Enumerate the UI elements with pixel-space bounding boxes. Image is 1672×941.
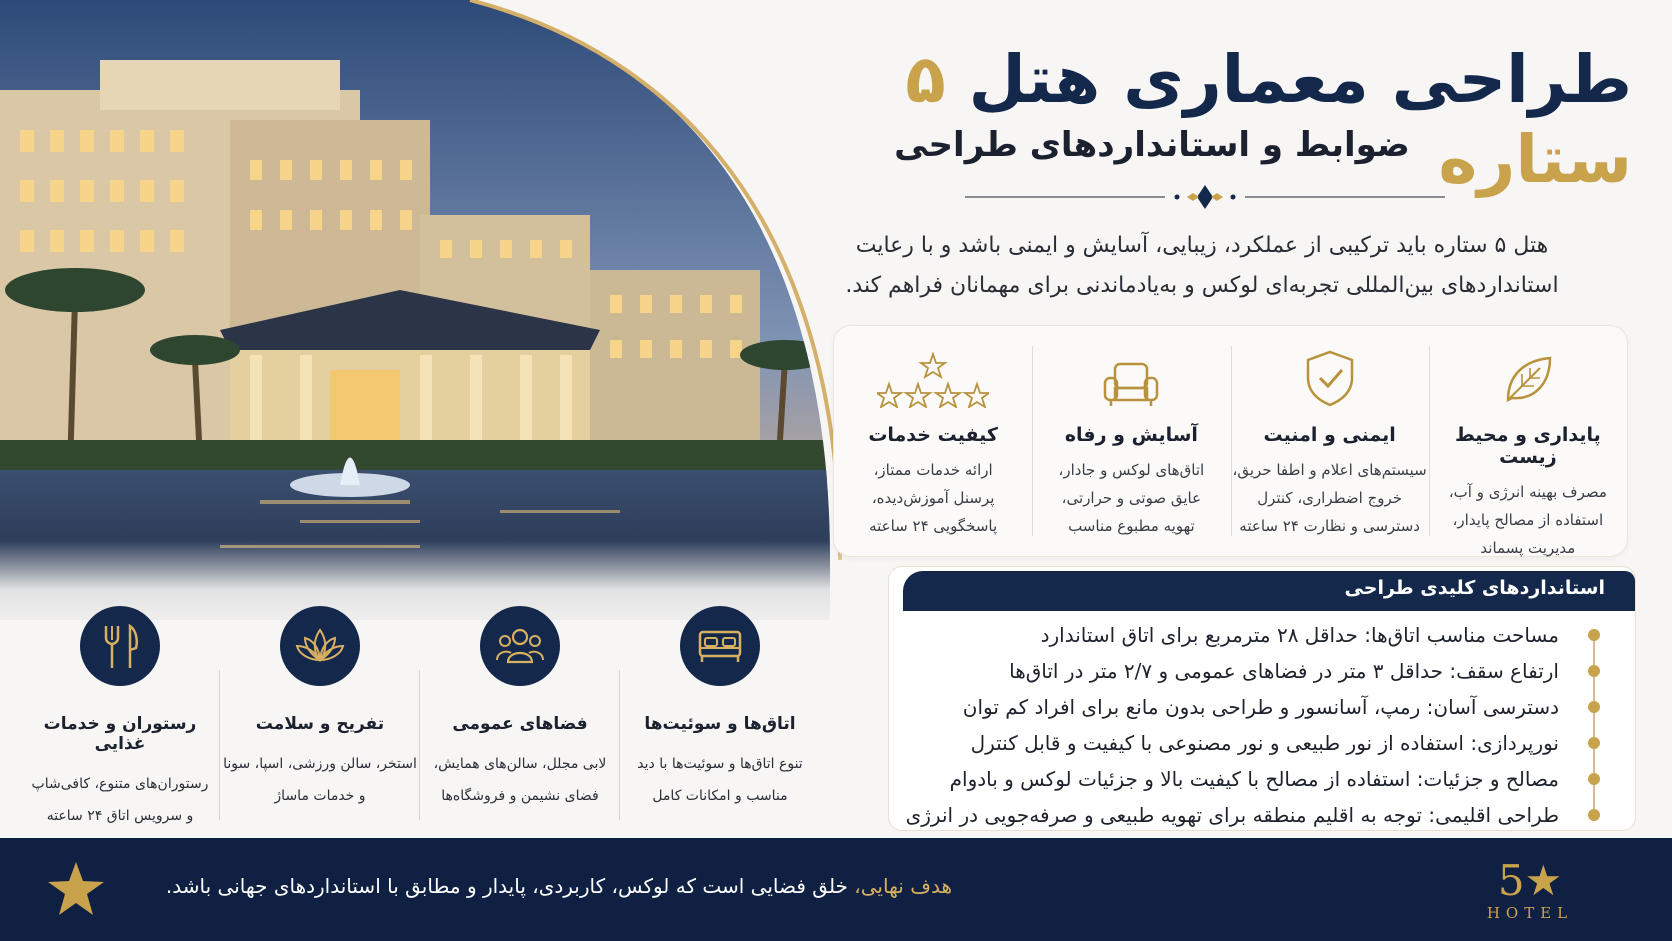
five-stars-icon [834,344,1032,408]
design-pillars [833,325,1628,557]
amenity-wellness [220,600,420,830]
amenity-restaurant [20,600,220,830]
footer-label: هدف نهایی، [854,874,952,898]
logo-number: 5★ [1497,856,1563,905]
footer-text: خلق فضایی است که لوکس، کاربردی، پایدار و مطابق با استانداردهای جهانی باشد. [165,874,855,898]
pillar-sustainability [1429,326,1627,556]
ornament-divider [965,185,1445,209]
shield-check-icon [1231,344,1429,408]
amenity-title: فضاهای عمومی [452,714,588,734]
standard-item: مصالح و جزئیات: استفاده از مصالح با کیفیت بالا و جزئیات لوکس و بادوام [949,767,1559,791]
pillar-text: ارائه خدمات ممتاز، پرسنل آموزش‌دیده، پاسخگویی ۲۴ ساعته [869,461,998,535]
pillar-text: سیستم‌های اعلام و اطفا حریق، خروج اضطراری، کنترل دسترسی و نظارت ۲۴ ساعته [1232,461,1427,535]
pillar-title: آسایش و رفاه [1064,424,1198,446]
pillar-title: کیفیت خدمات [868,424,998,446]
footer-banner [0,838,1672,941]
standard-item: دسترسی آسان: رمپ، آسانسور و طراحی بدون مانع برای افراد کم توان [962,695,1559,719]
amenities-row [20,600,820,830]
intro-paragraph: هتل ۵ ستاره باید ترکیبی از عملکرد، زیبایی، آسایش و ایمنی باشد و با رعایت استانداردهای بین‌المللی تجربه‌ای لوکس و به‌یادماندنی برای مهمانان فراهم کند. [845,233,1559,298]
amenity-rooms [620,600,820,830]
pillar-title: پایداری و محیط زیست [1454,424,1601,468]
footer-message [166,874,952,898]
leaf-icon [1429,344,1627,408]
amenity-text: رستوران‌های متنوع، کافی‌شاپ و سرویس اتاق ۲۴ ساعته [31,776,209,824]
standard-item: ارتفاع سقف: حداقل ۳ متر در فضاهای عمومی و ۲/۷ متر در اتاق‌ها [1009,659,1559,683]
pillar-safety [1231,326,1429,556]
bed-icon [680,606,760,686]
amenity-title: تفریح و سلامت [255,714,385,734]
hotel-logo [1484,858,1576,922]
pillar-comfort [1032,326,1230,556]
standard-item: نورپردازی: استفاده از نور طبیعی و نور مصنوعی با کیفیت و قابل کنترل [970,731,1559,755]
amenity-text: استخر، سالن ورزشی، اسپا، سونا و خدمات ماساژ [223,756,417,804]
pillar-title: ایمنی و امنیت [1263,424,1396,446]
pillar-text: مصرف بهینه انرژی و آب، استفاده از مصالح پایدار، مدیریت پسماند [1448,483,1607,557]
title-gold: ۵ ستاره [905,41,1632,198]
page-subtitle: ضوابط و استانداردهای طراحی [894,125,1410,165]
standard-item: مساحت مناسب اتاق‌ها: حداقل ۲۸ مترمربع برای اتاق استاندارد [1040,623,1559,647]
page-title [732,40,1632,200]
amenity-title: اتاق‌ها و سوئیت‌ها [644,714,796,734]
standards-list [905,617,1595,833]
fork-knife-icon [80,606,160,686]
star-icon [48,862,104,916]
people-icon [480,606,560,686]
standards-header: استانداردهای کلیدی طراحی [903,571,1635,611]
pillar-text: اتاق‌های لوکس و جادار، عایق صوتی و حرارتی، تهویه مطبوع مناسب [1058,461,1205,535]
standard-item: طراحی اقلیمی: توجه به اقلیم منطقه برای تهویه طبیعی و صرفه‌جویی در انرژی [905,803,1559,827]
armchair-icon [1032,344,1230,408]
title-dark: طراحی معماری هتل [968,41,1632,118]
key-standards-panel [888,566,1636,831]
logo-word: HOTEL [1486,904,1574,922]
amenity-public-spaces [420,600,620,830]
pillar-service-quality [834,326,1032,556]
amenity-title: رستوران و خدمات غذایی [43,714,197,754]
amenity-text: لابی مجلل، سالن‌های همایش، فضای نشیمن و فروشگاه‌ها [433,756,607,804]
amenity-text: تنوع اتاق‌ها و سوئیت‌ها با دید مناسب و امکانات کامل [637,756,803,804]
lotus-icon [280,606,360,686]
